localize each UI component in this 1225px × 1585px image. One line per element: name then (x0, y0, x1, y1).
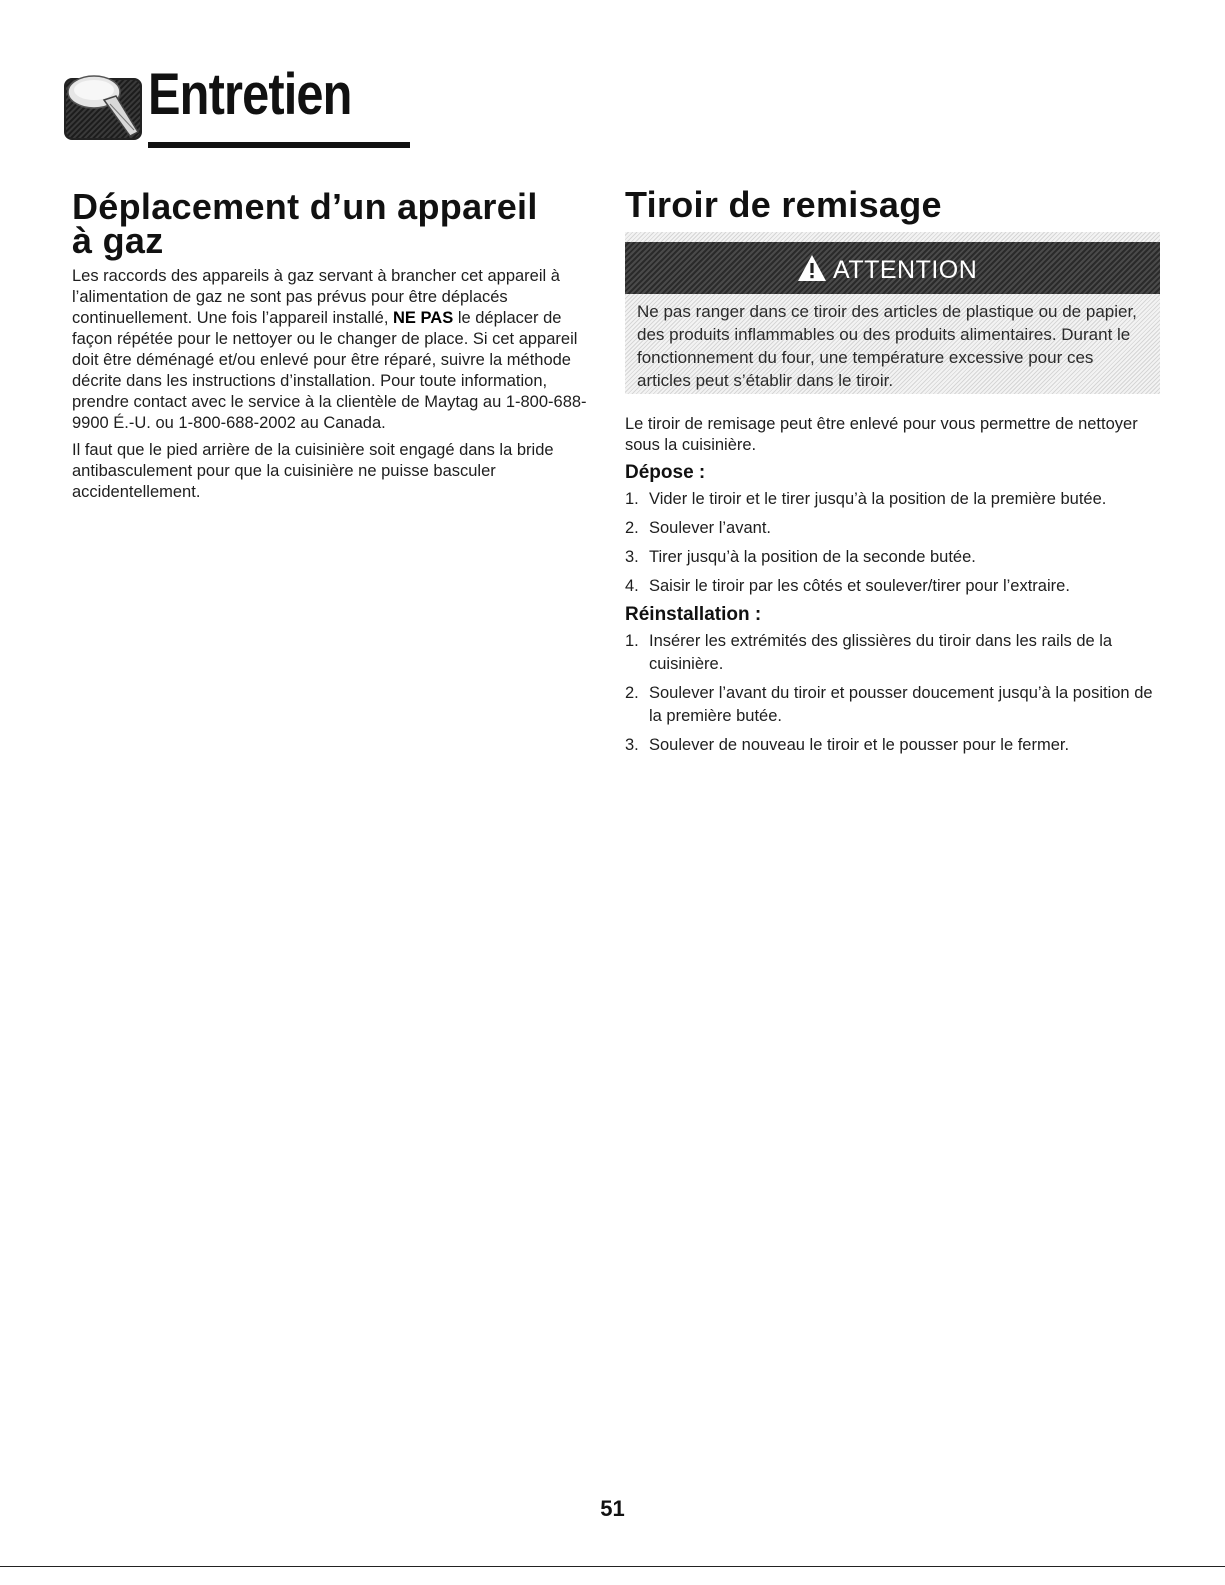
list-item (625, 682, 1160, 728)
step-number: 1. (625, 632, 639, 650)
list-item (625, 575, 1160, 598)
step-number: 1. (625, 490, 639, 508)
step-text: Soulever de nouveau le tiroir et le pousser pour le fermer. (649, 736, 1070, 754)
paragraph-text: Les raccords des appareils à gaz servant à brancher cet appareil à l’alimentation de gaz ne sont pas prévus pour être déplacés continuellement. Une fois l’appareil installé, (72, 267, 560, 327)
removal-steps (625, 488, 1160, 598)
step-text: Soulever l’avant. (649, 519, 771, 537)
attention-banner (625, 242, 1160, 294)
section-heading: Tiroir de remisage (625, 184, 942, 225)
storage-drawer-section (625, 184, 1160, 763)
step-text: Vider le tiroir et le tirer jusqu’à la position de la première butée. (649, 490, 1107, 508)
paragraph-text: le déplacer de façon répétée pour le nettoyer ou le changer de place. Si cet appareil doit être déménagé et/ou enlevé pour être réparé, suivre la méthode décrite dans les instructions d’installation. Pour toute information, prendre contact avec le service à la clientèle de Maytag au 1-800-688-9900 É.-U. ou 1-800-688-2002 au Canada. (72, 309, 587, 432)
emphasis-do-not: NE PAS (393, 309, 454, 327)
bottom-divider (0, 1566, 1225, 1567)
page-number: 51 (600, 1496, 625, 1521)
list-item (625, 517, 1160, 540)
heading-line-1: Déplacement d’un appareil (72, 186, 538, 227)
screw-icon (64, 70, 142, 140)
reinstallation-heading: Réinstallation : (625, 604, 762, 625)
title-underline (148, 142, 410, 148)
step-number: 2. (625, 684, 639, 702)
page-section-title: Entretien (148, 62, 352, 127)
list-item (625, 630, 1160, 676)
section-header (64, 56, 364, 156)
step-number: 3. (625, 736, 639, 754)
paragraph-anti-tip: Il faut que le pied arrière de la cuisinière soit engagé dans la bride antibasculement pour que la cuisinière ne puisse basculer accidentellement. (72, 441, 554, 501)
step-text: Soulever l’avant du tiroir et pousser doucement jusqu’à la position de la première butée. (649, 684, 1153, 725)
list-item (625, 734, 1160, 757)
warning-triangle-icon (797, 254, 827, 282)
attention-message: Ne pas ranger dans ce tiroir des articles de plastique ou de papier, des produits inflammables ou des produits alimentaires. Durant le fonctionnement du four, une température excessive pour ces articles peut s’établir dans le tiroir. (637, 302, 1137, 390)
section-heading (72, 186, 592, 261)
step-text: Insérer les extrémités des glissières du tiroir dans les rails de la cuisinière. (649, 632, 1113, 673)
step-number: 4. (625, 577, 639, 595)
list-item (625, 488, 1160, 511)
paragraph-gas-connections (72, 266, 592, 434)
attention-warning-box (625, 232, 1160, 394)
step-number: 2. (625, 519, 639, 537)
moving-gas-appliance-section (72, 186, 592, 509)
list-item (625, 546, 1160, 569)
reinstallation-steps (625, 630, 1160, 757)
step-number: 3. (625, 548, 639, 566)
drawer-intro: Le tiroir de remisage peut être enlevé pour vous permettre de nettoyer sous la cuisinière. (625, 415, 1138, 454)
removal-heading: Dépose : (625, 462, 706, 483)
attention-label: ATTENTION (833, 256, 978, 284)
heading-line-2: à gaz (72, 220, 164, 261)
step-text: Tirer jusqu’à la position de la seconde butée. (649, 548, 976, 566)
step-text: Saisir le tiroir par les côtés et soulever/tirer pour l’extraire. (649, 577, 1070, 595)
